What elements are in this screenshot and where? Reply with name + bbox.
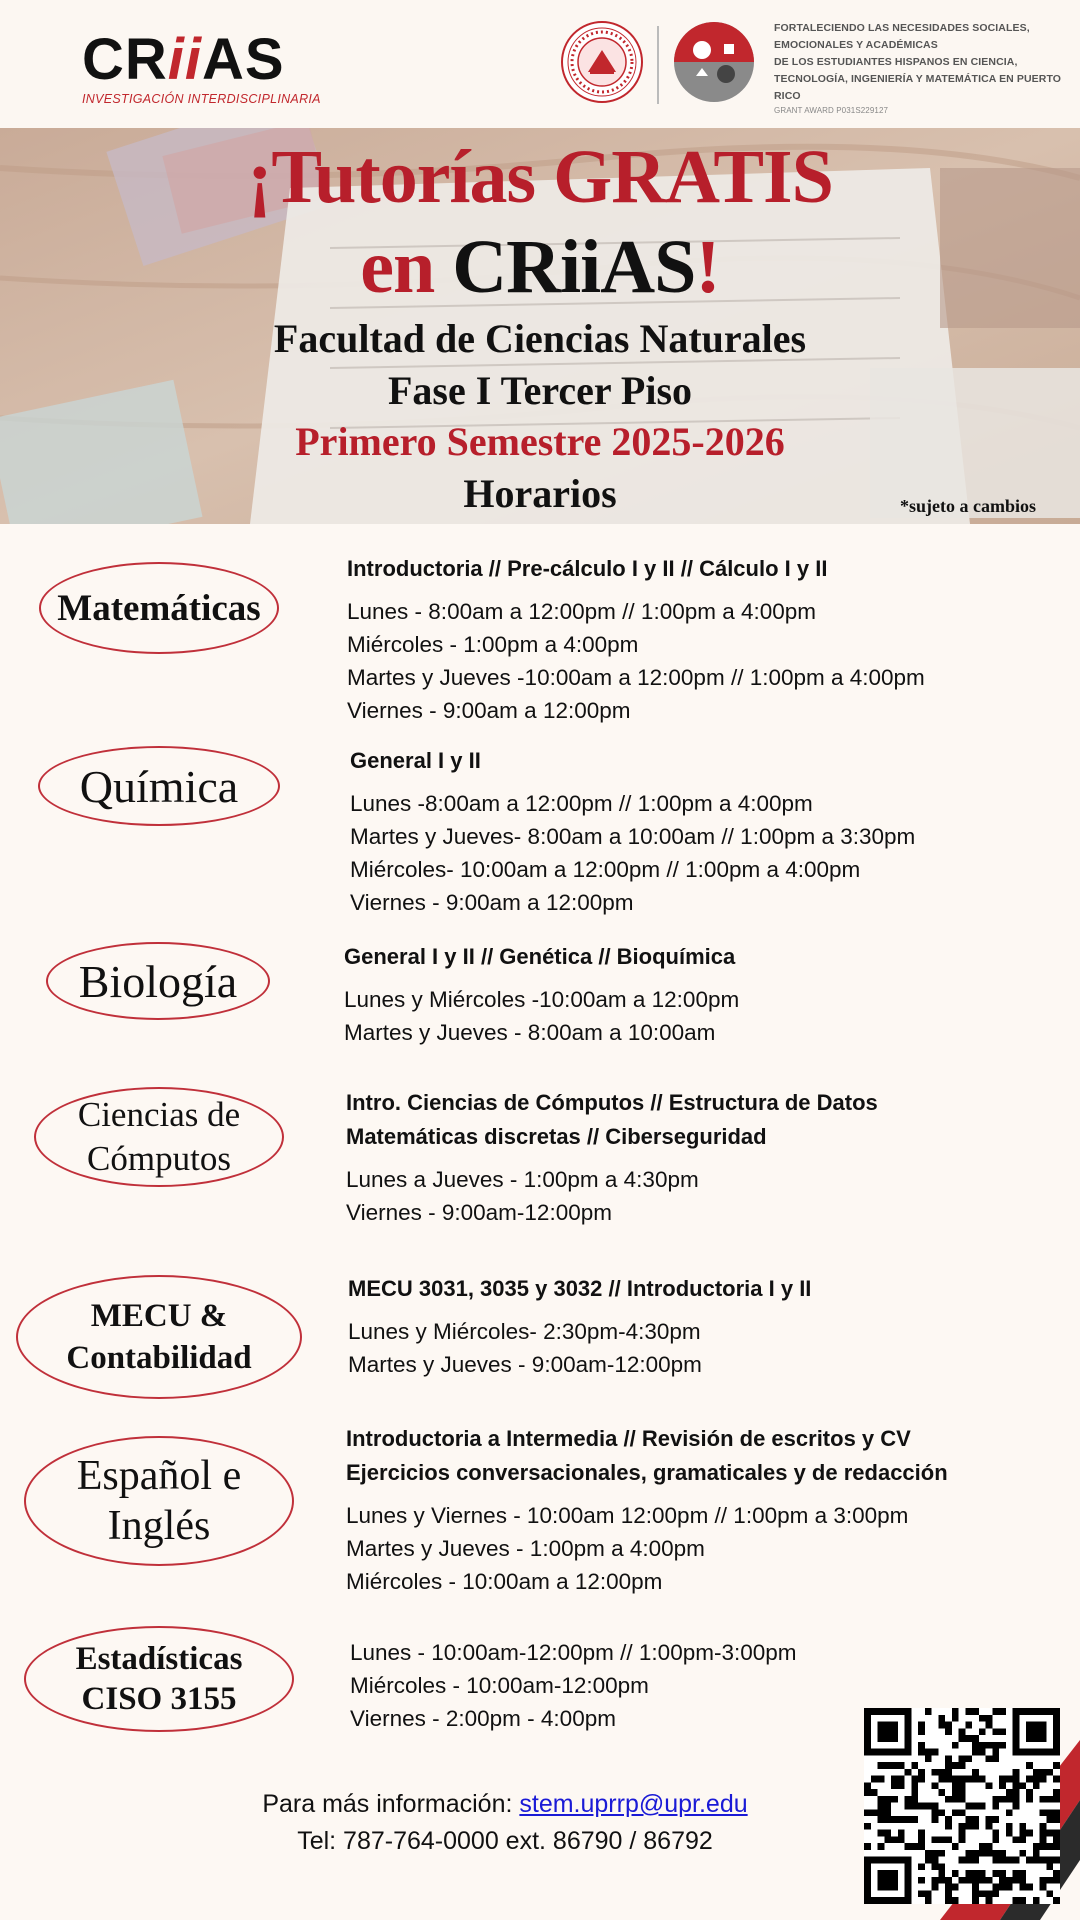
schedule-line: Viernes - 9:00am a 12:00pm bbox=[350, 890, 634, 915]
schedule-heading: Horarios bbox=[463, 471, 617, 516]
header-divider bbox=[657, 26, 659, 104]
grant-line: DE LOS ESTUDIANTES HISPANOS EN CIENCIA, bbox=[774, 56, 1018, 68]
schedule-line: Lunes y Miércoles- 2:30pm-4:30pm bbox=[348, 1319, 701, 1344]
schedule-matematicas bbox=[347, 552, 925, 727]
schedule-line: Miércoles- 10:00am a 12:00pm // 1:00pm a 4:00pm bbox=[350, 857, 861, 882]
university-seal-icon bbox=[560, 20, 644, 104]
course-list: General I y II bbox=[350, 748, 481, 773]
schedule-line: Martes y Jueves - 8:00am a 10:00am bbox=[344, 1020, 716, 1045]
schedule-espanol-ingles bbox=[346, 1422, 948, 1598]
subject-label-ciencias-de-computos: Ciencias de Cómputos bbox=[34, 1087, 284, 1187]
contact-email-line bbox=[0, 1786, 1010, 1823]
schedule-line: Miércoles - 1:00pm a 4:00pm bbox=[347, 632, 639, 657]
subject-label-matematicas: Matemáticas bbox=[39, 562, 279, 654]
hero-banner bbox=[0, 128, 1080, 524]
grant-line: FORTALECIENDO LAS NECESIDADES SOCIALES, bbox=[774, 22, 1030, 34]
course-list: Matemáticas discretas // Ciberseguridad bbox=[346, 1124, 767, 1149]
schedule-line: Lunes -8:00am a 12:00pm // 1:00pm a 4:00pm bbox=[350, 791, 813, 816]
course-list: Introductoria // Pre-cálculo I y II // Cálculo I y II bbox=[347, 556, 828, 581]
hero-title-line2: en CRiiAS! bbox=[360, 225, 720, 309]
semester: Primero Semestre 2025-2026 bbox=[295, 419, 785, 464]
schedule-mecu-contabilidad bbox=[348, 1272, 811, 1381]
course-list: Ejercicios conversacionales, gramaticales y de redacción bbox=[346, 1460, 948, 1485]
schedule-estadisticas bbox=[350, 1636, 797, 1735]
contact-label: Para más información: bbox=[262, 1790, 520, 1818]
schedule-line: Martes y Jueves- 8:00am a 10:00am // 1:00pm a 3:30pm bbox=[350, 824, 916, 849]
schedule-line: Martes y Jueves -10:00am a 12:00pm // 1:00pm a 4:00pm bbox=[347, 665, 925, 690]
schedule-line: Viernes - 2:00pm - 4:00pm bbox=[350, 1706, 616, 1731]
location: Fase I Tercer Piso bbox=[387, 368, 693, 413]
contact-phone: Tel: 787-764-0000 ext. 86790 / 86792 bbox=[297, 1827, 713, 1855]
subject-label-biologia: Biología bbox=[46, 942, 270, 1020]
grant-line: EMOCIONALES Y ACADÉMICAS bbox=[774, 39, 938, 51]
schedule-biologia bbox=[344, 940, 739, 1049]
email-link[interactable]: stem.uprrp@upr.edu bbox=[519, 1790, 748, 1818]
schedule-line: Lunes y Viernes - 10:00am 12:00pm // 1:00pm a 3:00pm bbox=[346, 1503, 909, 1528]
schedule-line: Lunes a Jueves - 1:00pm a 4:30pm bbox=[346, 1167, 699, 1192]
schedule-line: Lunes - 8:00am a 12:00pm // 1:00pm a 4:00pm bbox=[347, 599, 817, 624]
subject-label-mecu-contabilidad: MECU & Contabilidad bbox=[16, 1275, 302, 1399]
hero-title-line1: ¡Tutorías GRATIS bbox=[247, 135, 833, 219]
grant-line: TECNOLOGÍA, INGENIERÍA Y MATEMÁTICA EN PUERTO RICO bbox=[774, 73, 1062, 102]
logo-subtitle: INVESTIGACIÓN INTERDISCIPLINARIA bbox=[82, 92, 321, 106]
schedule-line: Lunes - 10:00am-12:00pm // 1:00pm-3:00pm bbox=[350, 1640, 797, 1665]
schedule-quimica bbox=[350, 744, 915, 919]
logo-wordmark: CRiiAS bbox=[82, 27, 285, 92]
schedule-line: Martes y Jueves - 9:00am-12:00pm bbox=[348, 1352, 702, 1377]
program-emblem-icon bbox=[672, 20, 756, 104]
schedule-line: Lunes y Miércoles -10:00am a 12:00pm bbox=[344, 987, 740, 1012]
subject-label-quimica: Química bbox=[38, 746, 280, 826]
schedule-line: Viernes - 9:00am-12:00pm bbox=[346, 1200, 612, 1225]
grant-award: GRANT AWARD P031S229127 bbox=[774, 106, 889, 115]
subject-label-estadisticas: Estadísticas CISO 3155 bbox=[24, 1626, 294, 1732]
criias-logo bbox=[82, 27, 321, 106]
disclaimer: *sujeto a cambios bbox=[900, 496, 1036, 516]
course-list: MECU 3031, 3035 y 3032 // Introductoria I y II bbox=[348, 1276, 812, 1301]
grant-statement bbox=[774, 20, 1064, 117]
schedule-line: Miércoles - 10:00am-12:00pm bbox=[350, 1673, 649, 1698]
schedule-line: Martes y Jueves - 1:00pm a 4:00pm bbox=[346, 1536, 705, 1561]
subject-label-espanol-ingles: Español e Inglés bbox=[24, 1436, 294, 1566]
schedule-ciencias-de-computos bbox=[346, 1086, 878, 1229]
faculty-name: Facultad de Ciencias Naturales bbox=[273, 316, 807, 361]
course-list: Introductoria a Intermedia // Revisión de escritos y CV bbox=[346, 1426, 911, 1451]
schedule-line: Miércoles - 10:00am a 12:00pm bbox=[346, 1569, 663, 1594]
course-list: Intro. Ciencias de Cómputos // Estructura de Datos bbox=[346, 1090, 878, 1115]
course-list: General I y II // Genética // Bioquímica bbox=[344, 944, 736, 969]
contact-info bbox=[0, 1786, 1010, 1860]
schedule-line: Viernes - 9:00am a 12:00pm bbox=[347, 698, 631, 723]
header bbox=[0, 0, 1080, 128]
